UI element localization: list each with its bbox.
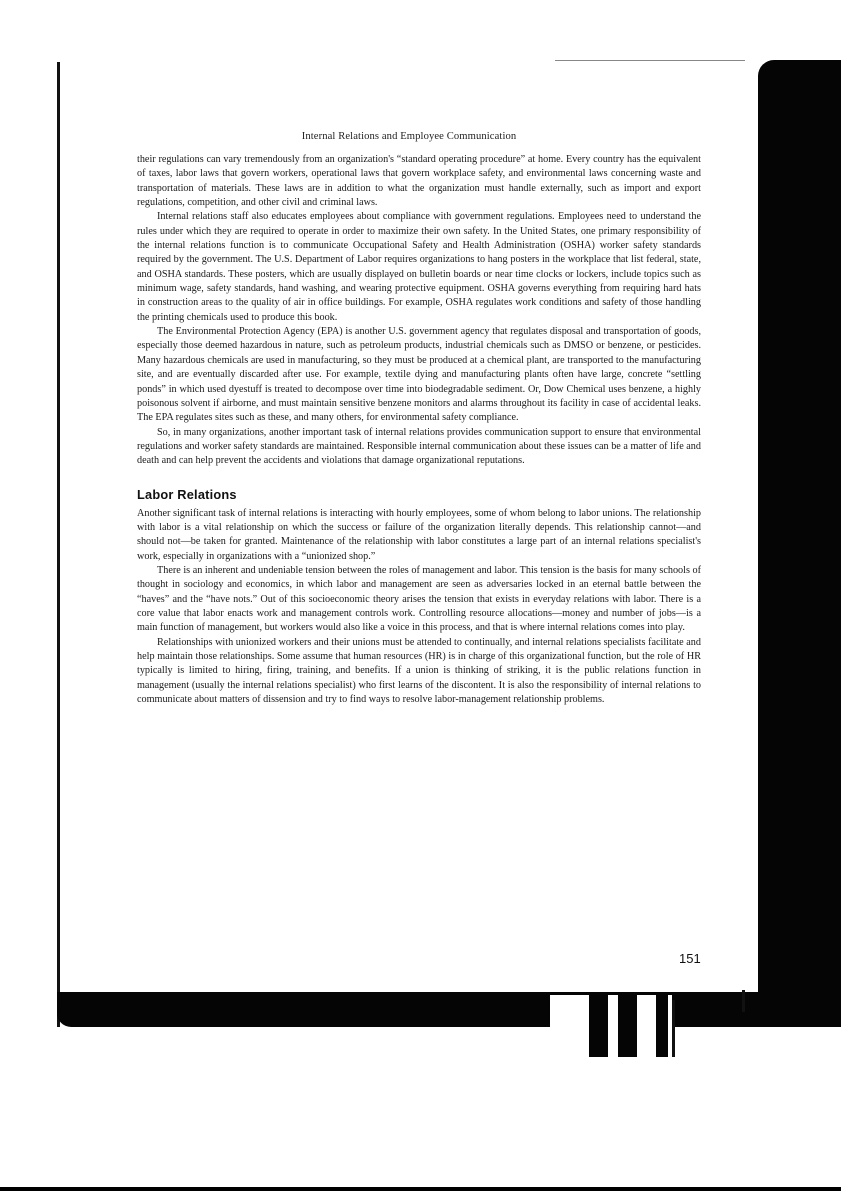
paragraph: The Environmental Protection Agency (EPA) is another U.S. government agency that regulates disposal and transportation of goods, especially those deemed hazardous in nature, such as petroleum products, industrial chemicals such as DMSO or benzene, or pesticides. Many hazardous chemicals are used in manufacturing, so they must be produced at a chemical plant, are transported to the manufacturing site, and are eventually discarded after use. For example, textile dying and manufacturing plants often have large, concrete “settling ponds” in which used dyestuff is treated to decompose over time into biodegradable sediment. Or, Dow Chemical uses benzene, a highly poisonous solvent if airborne, and must maintain sensitive benzene monitors and alarms throughout its facility in case of accidental leaks. The EPA regulates sites such as these, and many others, for environmental safety compliance.: [137, 326, 701, 424]
scan-stripe-1: [589, 1027, 608, 1057]
scan-stripe-2: [618, 1027, 637, 1057]
scan-ink-line: [672, 1000, 675, 1057]
page-number: 151: [679, 951, 701, 966]
paragraph: So, in many organizations, another important task of internal relations provides communication support to ensure that environmental regulations and worker safety standards are maintained. Responsible internal communication about these issues can be a matter of life and death and can help prevent the accidents and violations that damage organizational reputations.: [137, 426, 701, 467]
scan-bottom-shadow: [57, 992, 841, 1027]
scan-gap-a: [550, 995, 589, 1057]
scan-top-edge: [555, 60, 745, 61]
paragraph: There is an inherent and undeniable tension between the roles of management and labor. This tension is the basis for many schools of thought in sociology and economics, in which labor and management are seen as adversaries locked in an eternal battle between the “haves” and the “have nots.” Out of this socioeconomic theory arises the tension that exists in everyday relations with labor. There is a core value that labor enacts work and management controls work. Controlling resource allocations—money and number of jobs—is a main function of management, but workers would also like a voice in this process, and that is where internal relations comes into play.: [137, 564, 701, 634]
paragraph: their regulations can vary tremendously from an organization's “standard operating procedure” at home. Every country has the equivalent of taxes, labor laws that govern workers, operational laws that govern workplace safety, and environmental laws concerning waste and transportation of materials. These laws are in addition to what the organization must handle externally, such as import and export regulations, competition, and other civil and criminal laws.: [137, 154, 701, 209]
section-heading: Labor Relations: [137, 486, 237, 502]
paragraph: Another significant task of internal relations is interacting with hourly employees, some of whom belong to labor unions. The relationship with labor is a vital relationship on which the success or failure of the organization literally depends. This relationship cannot—and should not—be taken for granted. Maintenance of the relationship with labor constitutes a large part of an internal relations specialist's work, especially in organizations with a “unionized shop.”: [137, 507, 701, 562]
paragraph: Relationships with unionized workers and their unions must be attended to continually, and internal relations specialists facilitate and help maintain those relationships. Some assume that human resources (HR) is in charge of this organizational function, but the role of HR typically is limited to hiring, firing, training, and benefits. If a union is thinking of striking, it is the public relations function in management (usually the internal relations specialist) who first learns of the discontent. It is also the responsibility of internal relations to communicate about matters of dissension and try to find ways to resolve labor-management relationship problems.: [137, 636, 701, 706]
page-body: [137, 153, 701, 707]
paragraph: Internal relations staff also educates employees about compliance with government regulations. Employees need to understand the rules under which they are required to operate in order to maximize their own safety. In the United States, one primary responsibility of the internal relations function is to communicate Occupational Safety and Health Administration (OSHA) worker safety standards required by the government. The U.S. Department of Labor requires organizations to hang posters in the workplace that list federal, state, and OSHA standards. These posters, which are usually displayed on bulletin boards or near time clocks or lockers, include topics such as minimum wage, safety standards, hand washing, and wearing protective equipment. OSHA governs everything from requiring hard hats in construction areas to the quality of air in office buildings. For example, OSHA regulates work conditions and safety of those handling the printing chemicals used to produce this book.: [137, 211, 701, 323]
scan-right-shadow: [758, 60, 841, 992]
scan-gap-b: [608, 995, 618, 1057]
running-header: Internal Relations and Employee Communication: [301, 131, 517, 142]
scan-bottom-border: [0, 1187, 841, 1191]
scan-gap-c: [637, 995, 656, 1057]
scan-stripe-3: [656, 1027, 668, 1057]
scan-ink-mark: [742, 990, 745, 1012]
